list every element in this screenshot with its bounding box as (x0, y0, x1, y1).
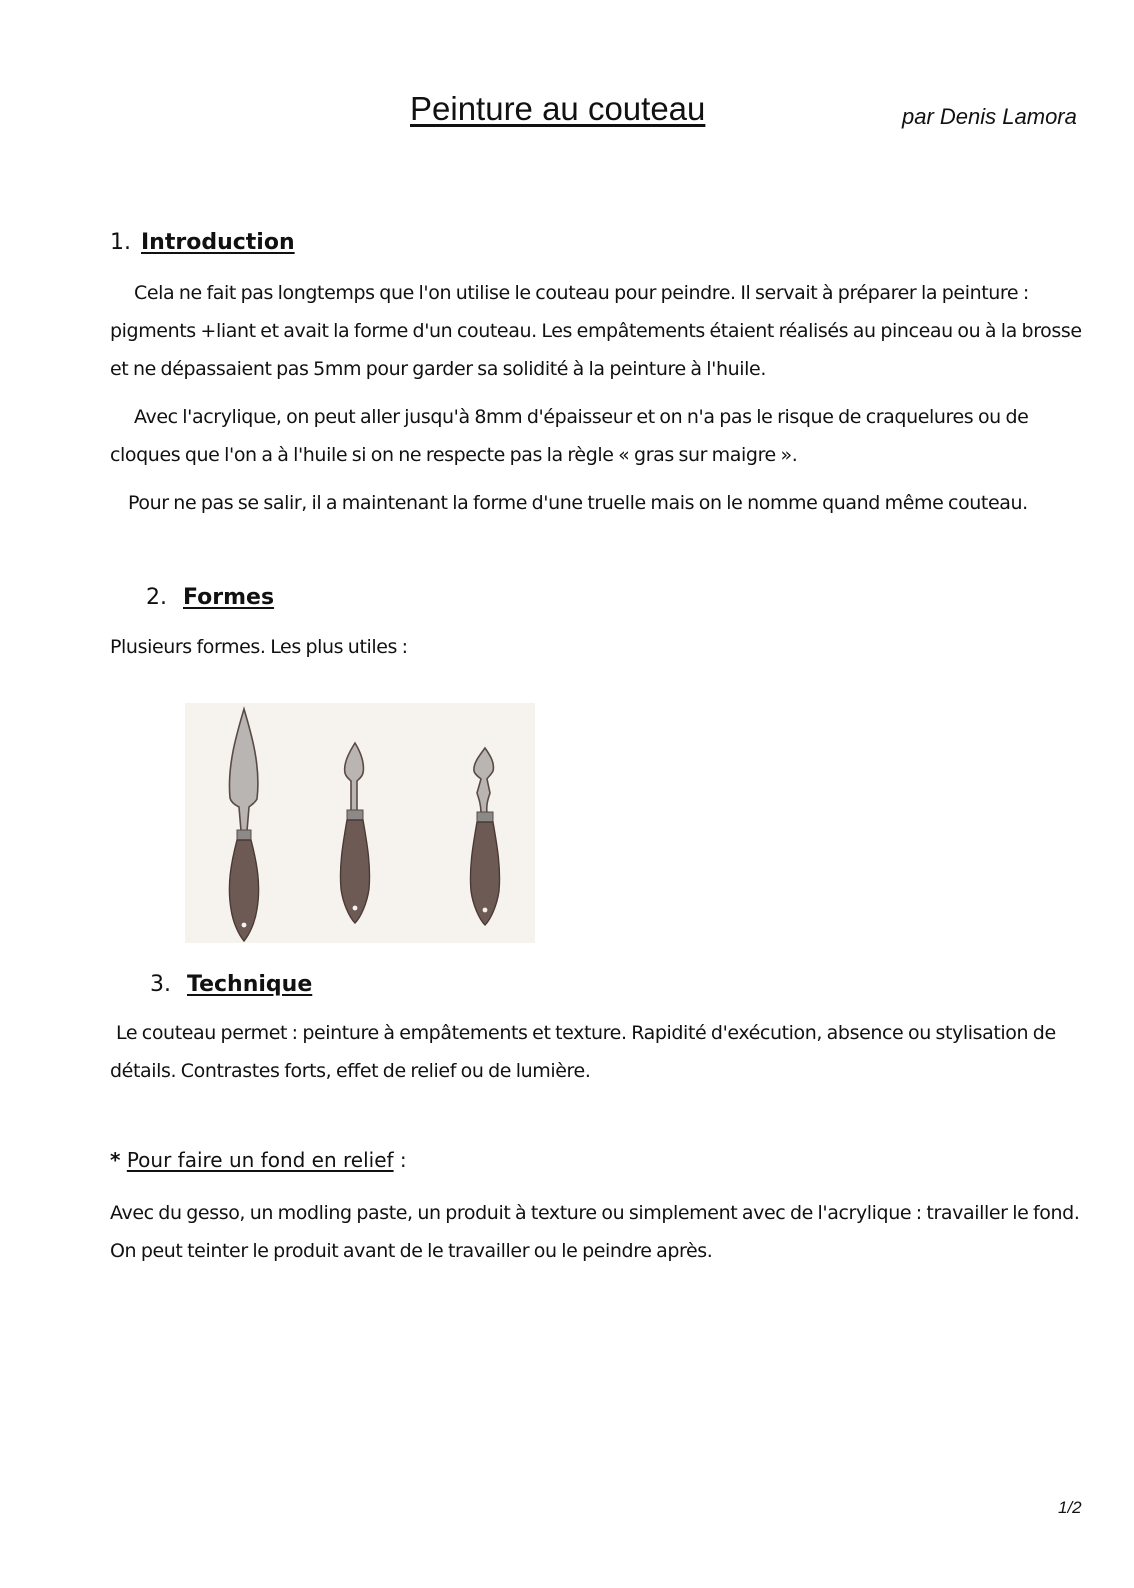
intro-paragraph-1: Cela ne fait pas longtemps que l'on utilise le couteau pour peindre. Il servait à préparer la peinture : pigments +liant et avait la forme d'un couteau. Les empâtements étaient réalisés au pinceau ou à la brosse et ne dépassaient pas 5mm pour garder sa solidité à la peinture à l'huile. (110, 282, 1082, 380)
section-title: Technique (187, 972, 313, 997)
document-title: Peinture au couteau (410, 90, 706, 127)
section-number: 2. (146, 585, 167, 610)
fond-relief-paragraph: Avec du gesso, un modling paste, un produit à texture ou simplement avec de l'acrylique : travailler le fond. On peut teinter le produit avant de le travailler ou le peindre après. (110, 1202, 1080, 1262)
intro-paragraph-3: Pour ne pas se salir, il a maintenant la forme d'une truelle mais on le nomme quand même couteau. (128, 492, 1028, 514)
section-number: 1. (110, 230, 131, 255)
palette-knives-icon (185, 703, 535, 943)
author-line: par Denis Lamora (902, 104, 1077, 129)
subsection-title: Pour faire un fond en relief (126, 1148, 394, 1172)
section-title: Introduction (141, 230, 295, 255)
bullet-marker: * (110, 1148, 121, 1172)
intro-paragraph-2: Avec l'acrylique, on peut aller jusqu'à 8mm d'épaisseur et on n'a pas le risque de craquelures ou de cloques que l'on a à l'huile si on ne respecte pas la règle « gras sur maigre ». (110, 406, 1029, 466)
section-heading-formes (146, 585, 274, 610)
section-title: Formes (183, 585, 275, 610)
technique-paragraph: Le couteau permet : peinture à empâtements et texture. Rapidité d'exécution, absence ou stylisation de détails. Contrastes forts, effet de relief ou de lumière. (110, 1022, 1056, 1082)
section-number: 3. (150, 972, 171, 997)
palette-knives-illustration (185, 703, 535, 943)
page-number: 1/2 (1058, 1498, 1082, 1517)
section-heading-introduction (110, 230, 295, 255)
subsection-suffix: : (393, 1148, 407, 1172)
section-heading-technique (150, 972, 312, 997)
subsection-heading-fond-relief (110, 1148, 407, 1172)
formes-intro: Plusieurs formes. Les plus utiles : (110, 636, 408, 658)
